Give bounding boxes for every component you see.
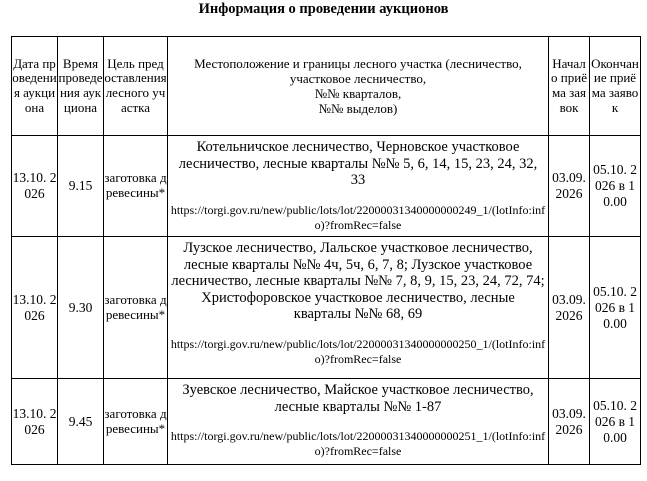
header-time: Время проведения аукциона [58,37,104,136]
auctions-table [11,36,641,465]
auction-time: 9.30 [58,237,104,379]
header-date: Дата проведения аукциона [12,37,58,136]
auction-date: 13.10. 2026 [12,237,58,379]
header-location-line3: №№ выделов) [318,101,398,116]
auction-location: Лузское лесничество, Лальское участковое лесничество, лесные кварталы №№ 4ч, 5ч, 6, 7, 8; Лузское участковое лесничество, лесные кварталы №№ 7, 8, 9, 15, 23, 24, 72, 74; Христофоровское участковое лесничество, лесные кварталы №№ 68, 69 [171,240,545,322]
auction-location: Котельничское лесничество, Черновское участковое лесничество, лесные кварталы №№ 5, 6, 14, 15, 23, 24, 32, 33 [178,139,538,188]
auction-location-cell [168,237,549,379]
header-location-line2: №№ кварталов, [314,86,402,101]
application-end: 05.10. 2026 в 10.00 [590,237,641,379]
auction-time: 9.15 [58,136,104,237]
lot-link[interactable]: https://torgi.gov.ru/new/public/lots/lot/22000031340000000249_1/(lotInfo:info)?fromRec=false [170,202,546,232]
page-title: Информация о проведении аукционов [198,1,449,17]
auction-date: 13.10. 2026 [12,379,58,465]
header-location [168,37,549,136]
application-start: 03.09. 2026 [549,136,590,237]
auction-location: Зуевское лесничество, Майское участковое лесничество, лесные кварталы №№ 1-87 [182,382,534,415]
table-row [12,136,641,237]
application-end: 05.10. 2026 в 10.00 [590,136,641,237]
auction-purpose: заготовка древесины* [104,237,168,379]
table-header-row [12,37,641,136]
application-start: 03.09. 2026 [549,237,590,379]
lot-link[interactable]: https://torgi.gov.ru/new/public/lots/lot/22000031340000000251_1/(lotInfo:info)?fromRec=false [170,429,546,458]
table-row [12,379,641,465]
header-purpose: Цель предоставления лесного участка [104,37,168,136]
header-end: Окончание приёма заявок [590,37,641,136]
auction-location-cell [168,379,549,465]
auction-location-cell [168,136,549,237]
application-start: 03.09. 2026 [549,379,590,465]
auction-purpose: заготовка древесины* [104,136,168,237]
header-start: Начало приёма заявок [549,37,590,136]
lot-link[interactable]: https://torgi.gov.ru/new/public/lots/lot/22000031340000000250_1/(lotInfo:info)?fromRec=false [170,336,546,366]
auction-purpose: заготовка древесины* [104,379,168,465]
auction-time: 9.45 [58,379,104,465]
header-location-line1: Местоположение и границы лесного участка (лесничество, участковое лесничество, [194,56,522,86]
auction-date: 13.10. 2026 [12,136,58,237]
application-end: 05.10. 2026 в 10.00 [590,379,641,465]
table-row [12,237,641,379]
